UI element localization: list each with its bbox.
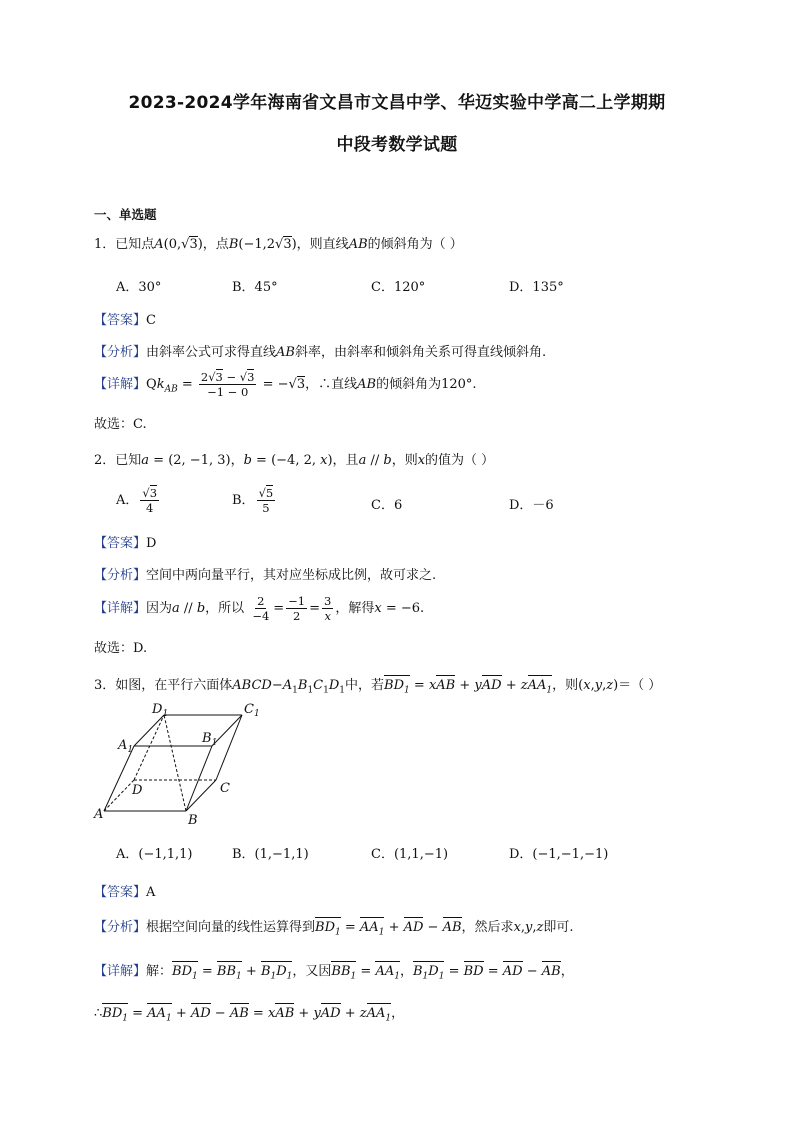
figure-label-c1: $C_1$ [244,702,260,719]
q1-choose: 故选：C. [94,417,147,432]
q1-option-a: A．30° [116,280,162,295]
figure-label-d: D [132,783,143,798]
q3-detail-line-2: $\therefore BD_1 = AA_1$ + AD − AB = xAB + yAD + zAA$_1$， [94,1006,405,1024]
q1-option-b: B．45° [232,280,278,295]
parallelepiped-figure [92,700,272,830]
figure-label-a1: $A_1$ [118,738,134,755]
q3-option-c: C．(1,1,−1) [371,847,449,862]
figure-label-c: C [220,781,230,796]
q1-detail: 【详解】$Qk_{AB}$ = $\frac{2√3 - √3}{-1 - 0}$ = −√3，∴直线AB的倾斜角为120°. [94,370,477,399]
section-heading: 一、单选题 [94,207,157,222]
q3-option-a: A．(−1,1,1) [116,847,193,862]
q3-stem: 3．如图，在平行六面体$ABCD-A_1B_1C_1D_1$中，若$BD_1$ = xAB + yAD + zAA$_1$，则(x,y,z)＝（ ） [94,678,662,696]
q1-answer: 【答案】C [94,313,156,328]
q2-option-a: A． $\frac{√3}{4}$ [116,486,158,515]
q2-option-b: B． $\frac{√5}{5}$ [232,486,274,515]
q1-option-c: C．120° [371,280,426,295]
q2-choose: 故选：D. [94,641,148,656]
q2-detail: 【详解】因为a // b，所以 $\frac{2}{-4}$ = $\frac{-1}{2}$ = $\frac{3}{x}$ ，解得x = −6. [94,594,425,623]
title-line-2: 中段考数学试题 [336,135,458,155]
q3-option-b: B．(1,−1,1) [232,847,309,862]
q3-answer: 【答案】A [94,885,156,900]
q2-option-d: D．－6 [509,498,554,513]
figure-label-b1: $B_1$ [202,731,218,748]
title-line-1: 2023-2024学年海南省文昌市文昌中学、华迈实验中学高二上学期期 [128,93,666,113]
q3-detail: 【详解】解：$BD_1 = BB_1 + B_1D_1$，又因$BB_1 = AA_1$，$B_1D_1$ = BD = AD − AB， [94,964,574,982]
q1-option-d: D．135° [509,280,564,295]
figure-label-d1: $D_1$ [152,702,169,719]
q1-stem: 1．已知点A(0,√3)，点B(−1,2√3)，则直线AB的倾斜角为（ ） [94,237,463,252]
q2-stem: 2．已知a = (2, −1, 3)，b = (−4, 2, x)，且a // b，则x的值为（ ） [94,453,495,468]
figure-label-b: B [188,813,198,828]
q3-option-d: D．(−1,−1,−1) [509,847,609,862]
q3-analysis: 【分析】根据空间向量的线性运算得到$BD_1 = AA_1$ + AD − AB，然后求x,y,z即可. [94,920,574,938]
q2-option-c: C．6 [371,498,403,513]
q2-analysis: 【分析】空间中两向量平行，其对应坐标成比例，故可求之. [94,568,437,583]
q2-answer: 【答案】D [94,536,157,551]
q1-analysis: 【分析】由斜率公式可求得直线AB斜率，由斜率和倾斜角关系可得直线倾斜角. [94,345,547,360]
figure-label-a: A [94,807,104,822]
